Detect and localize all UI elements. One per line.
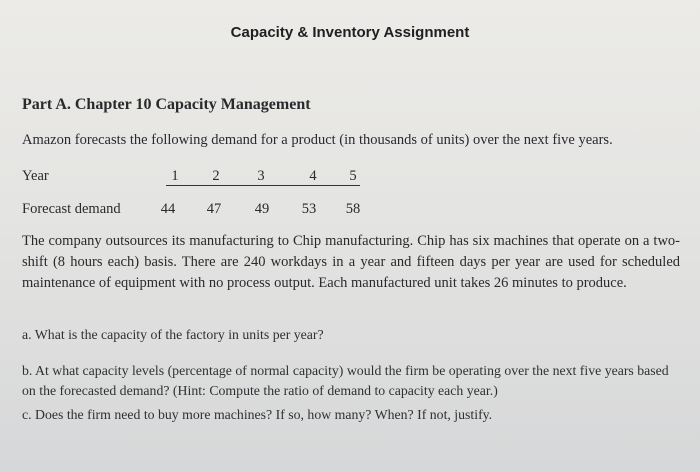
part-heading: Part A. Chapter 10 Capacity Management <box>22 96 311 113</box>
year-row-underline <box>166 185 360 186</box>
year-cell: 3 <box>257 168 265 184</box>
year-cell: 5 <box>349 168 357 184</box>
forecast-cell: 58 <box>345 201 361 217</box>
year-cell: 1 <box>171 168 179 184</box>
forecast-cell: 53 <box>301 201 317 217</box>
year-cell: 4 <box>309 168 317 184</box>
forecast-cell: 47 <box>206 201 222 217</box>
question-b: b. At what capacity levels (percentage of normal capacity) would the firm be operating over the next five years based on the forecasted demand? (Hint: Compute the ratio of demand to capacity each year.) <box>22 363 669 398</box>
forecast-cell: 49 <box>254 201 270 217</box>
problem-paragraph: The company outsources its manufacturing to Chip manufacturing. Chip has six machines that operate on a two-shift (8 hours each) basis. There are 240 workdays in a year and fifteen days per year are used for scheduled maintenance of equipment with no process output. Each manufactured unit takes 26 minutes to produce. <box>22 233 680 291</box>
question-c: c. Does the firm need to buy more machines? If so, how many? When? If not, justify. <box>22 407 493 422</box>
year-label: Year <box>22 168 49 184</box>
forecast-cell: 44 <box>160 201 176 217</box>
intro-text: Amazon forecasts the following demand for a product (in thousands of units) over the next five years. <box>22 132 613 148</box>
assignment-title: Capacity & Inventory Assignment <box>230 24 470 41</box>
forecast-label: Forecast demand <box>22 201 121 217</box>
year-cell: 2 <box>212 168 220 184</box>
question-a: a. What is the capacity of the factory in units per year? <box>22 327 324 342</box>
